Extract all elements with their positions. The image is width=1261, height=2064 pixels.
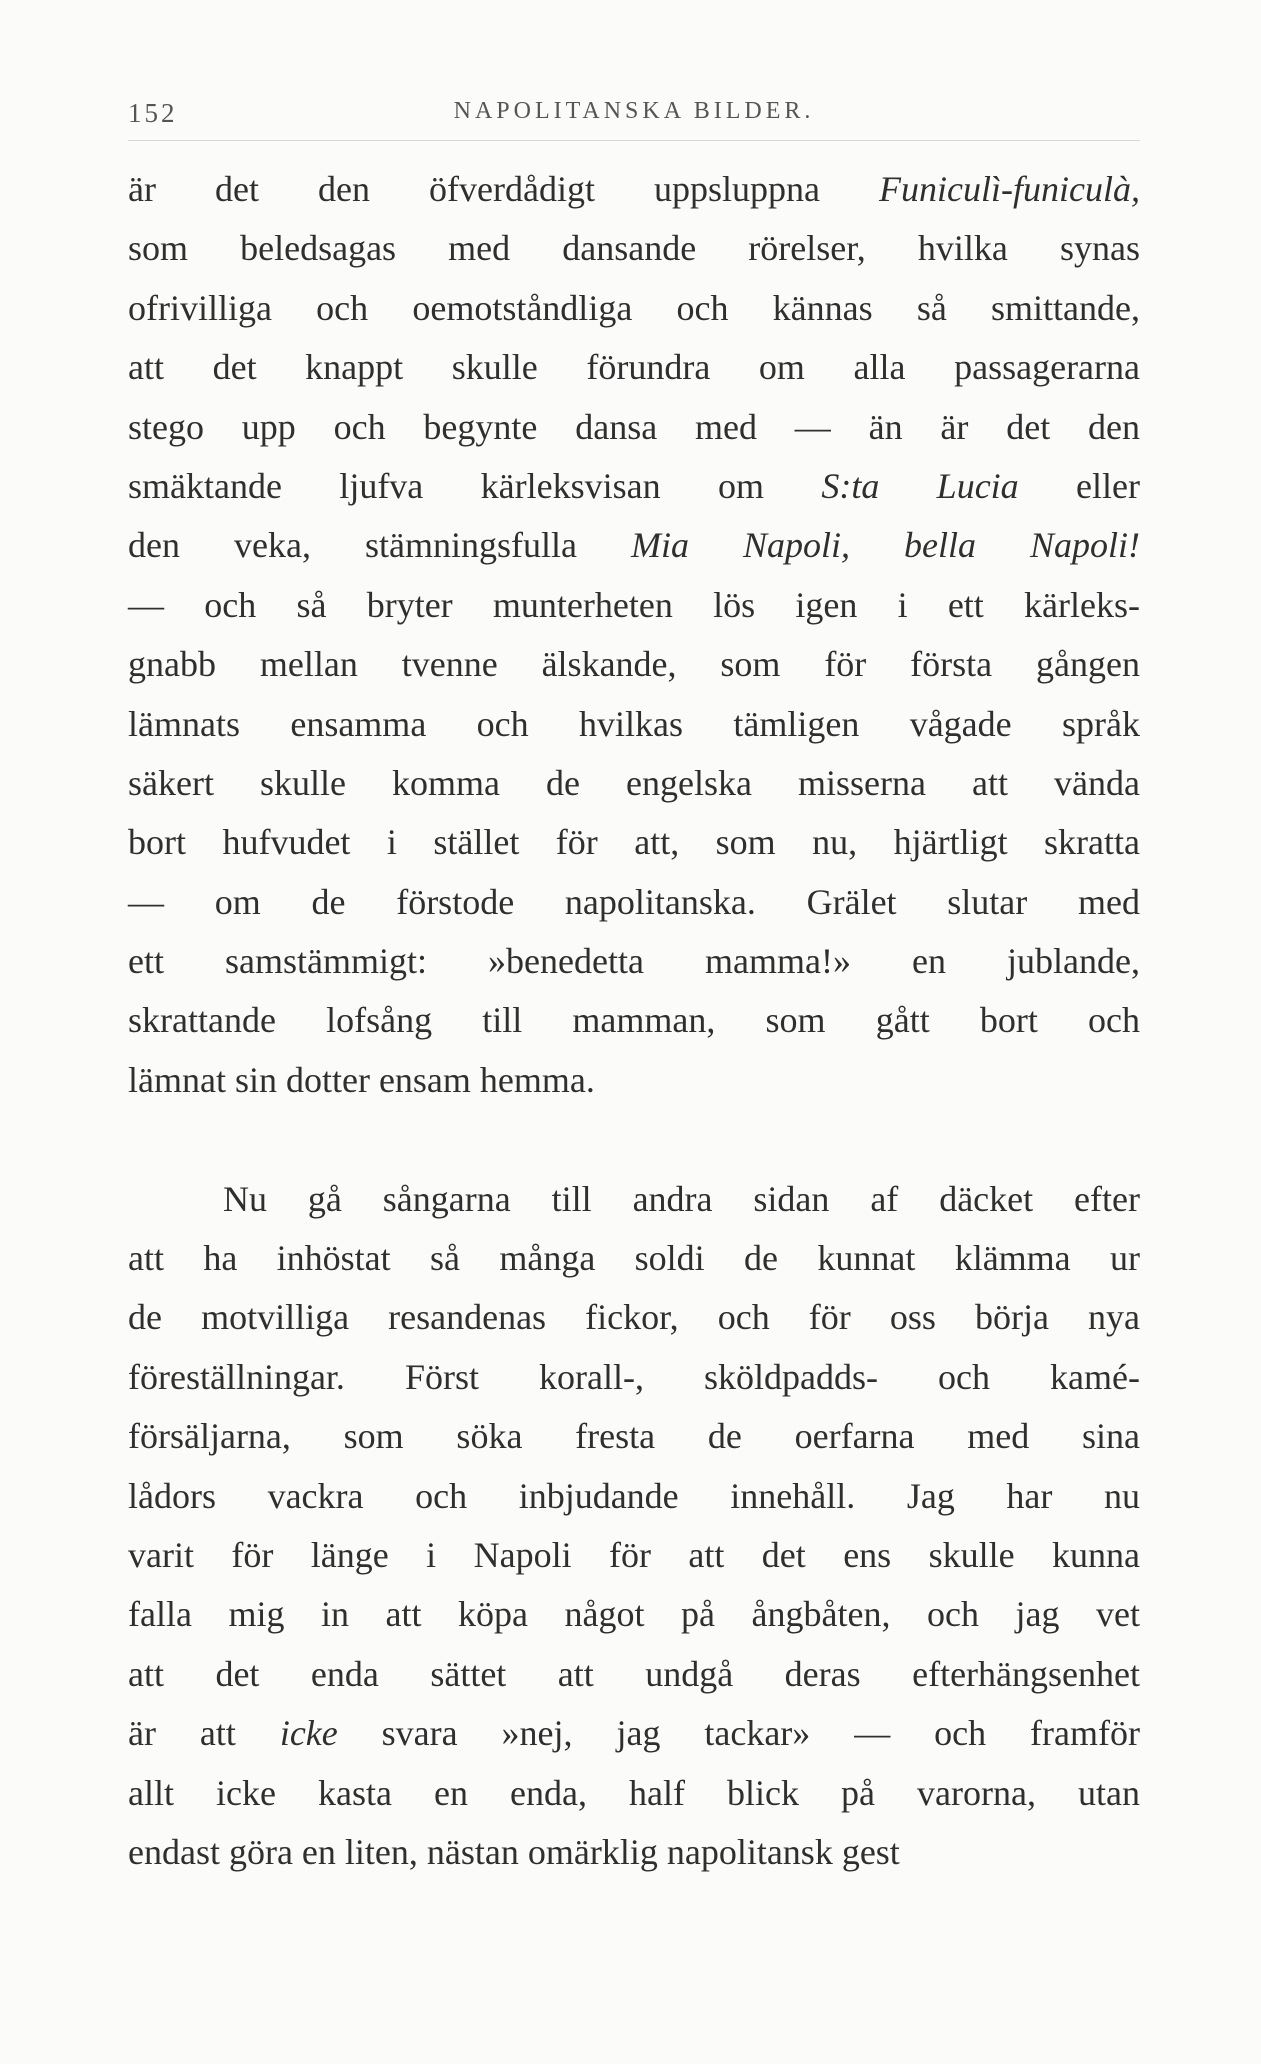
text-segment: — och så bryter munterheten lös igen i ett kärleks- — [128, 584, 1140, 625]
text-line — [128, 1170, 1140, 1229]
text-line — [128, 1526, 1140, 1585]
text-segment: försäljarna, som söka fresta de oerfarna med sina — [128, 1416, 1140, 1457]
text-segment: allt icke kasta en enda, half blick på varorna, utan — [128, 1772, 1140, 1813]
text-segment: säkert skulle komma de engelska misserna att vända — [128, 762, 1140, 803]
text-segment: endast göra en liten, nästan omärklig napolitansk gest — [128, 1831, 900, 1872]
text-segment: de motvilliga resandenas fickor, och för oss börja nya — [128, 1297, 1140, 1338]
text-line — [128, 1823, 1140, 1882]
text-line — [128, 695, 1140, 754]
paragraph — [128, 160, 1140, 1110]
text-segment: lämnats ensamma och hvilkas tämligen vågade språk — [128, 703, 1140, 744]
paragraph-gap — [128, 1110, 1140, 1169]
text-line — [128, 813, 1140, 872]
text-line — [128, 1585, 1140, 1644]
text-segment: att det knappt skulle förundra om alla passagerarna — [128, 347, 1140, 388]
text-line — [128, 1467, 1140, 1526]
text-segment: S:ta Lucia — [821, 465, 1019, 506]
text-segment: att det enda sättet att undgå deras efterhängsenhet — [128, 1653, 1140, 1694]
paragraph — [128, 1170, 1140, 1883]
text-segment: varit för länge i Napoli för att det ens skulle kunna — [128, 1534, 1140, 1575]
text-line — [128, 516, 1140, 575]
text-segment: ett samstämmigt: »benedetta mamma!» en jublande, — [128, 941, 1140, 982]
text-line — [128, 1704, 1140, 1763]
text-segment: lådors vackra och inbjudande innehåll. Jag har nu — [128, 1475, 1140, 1516]
text-line — [128, 754, 1140, 813]
text-line — [128, 1407, 1140, 1466]
text-line — [128, 1645, 1140, 1704]
text-line — [128, 219, 1140, 278]
text-line — [128, 457, 1140, 516]
text-line — [128, 160, 1140, 219]
text-segment: icke — [279, 1713, 338, 1754]
text-segment: — om de förstode napolitanska. Grälet slutar med — [128, 881, 1140, 922]
text-line — [128, 576, 1140, 635]
text-line — [128, 873, 1140, 932]
text-segment: som beledsagas med dansande rörelser, hvilka synas — [128, 228, 1140, 269]
header-rule — [128, 140, 1140, 141]
body-text — [128, 160, 1140, 1882]
text-line — [128, 1764, 1140, 1823]
text-line — [128, 635, 1140, 694]
text-segment: gnabb mellan tvenne älskande, som för första gången — [128, 644, 1140, 685]
text-segment: smäktande ljufva kärleksvisan om — [128, 465, 822, 506]
running-head: NAPOLITANSKA BILDER. — [453, 98, 815, 124]
text-segment: Mia Napoli, bella Napoli! — [630, 525, 1140, 566]
text-segment: den veka, stämningsfulla — [128, 525, 631, 566]
text-segment: stego upp och begynte dansa med — än är det den — [128, 406, 1140, 447]
text-segment: Nu gå sångarna till andra sidan af däcket efter — [223, 1178, 1140, 1219]
text-line — [128, 398, 1140, 457]
text-segment: eller — [1018, 465, 1140, 506]
page-number: 152 — [128, 98, 178, 128]
text-line — [128, 338, 1140, 397]
text-segment: ofrivilliga och oemotståndliga och kännas så smittande, — [128, 287, 1140, 328]
text-segment: skrattande lofsång till mamman, som gått bort och — [128, 1000, 1140, 1041]
text-segment: är det den öfverdådigt uppsluppna — [128, 169, 880, 209]
text-line — [128, 1348, 1140, 1407]
text-segment: att ha inhöstat så många soldi de kunnat klämma ur — [128, 1238, 1140, 1279]
text-segment: föreställningar. Först korall-, sköldpadds- och kamé- — [128, 1356, 1140, 1397]
text-line — [128, 1229, 1140, 1288]
text-segment: svara »nej, jag tackar» — och framför — [337, 1713, 1140, 1754]
text-line — [128, 991, 1140, 1050]
text-segment: bort hufvudet i stället för att, som nu, hjärtligt skratta — [128, 822, 1140, 863]
text-segment: är att — [128, 1713, 280, 1754]
text-line — [128, 1288, 1140, 1347]
page-header — [128, 98, 1140, 140]
text-line — [128, 932, 1140, 991]
text-line — [128, 279, 1140, 338]
text-segment: falla mig in att köpa något på ångbåten, och jag vet — [128, 1594, 1140, 1635]
text-segment: lämnat sin dotter ensam hemma. — [128, 1059, 595, 1100]
text-line — [128, 1051, 1140, 1110]
text-segment: Funiculì-funiculà, — [879, 169, 1140, 209]
